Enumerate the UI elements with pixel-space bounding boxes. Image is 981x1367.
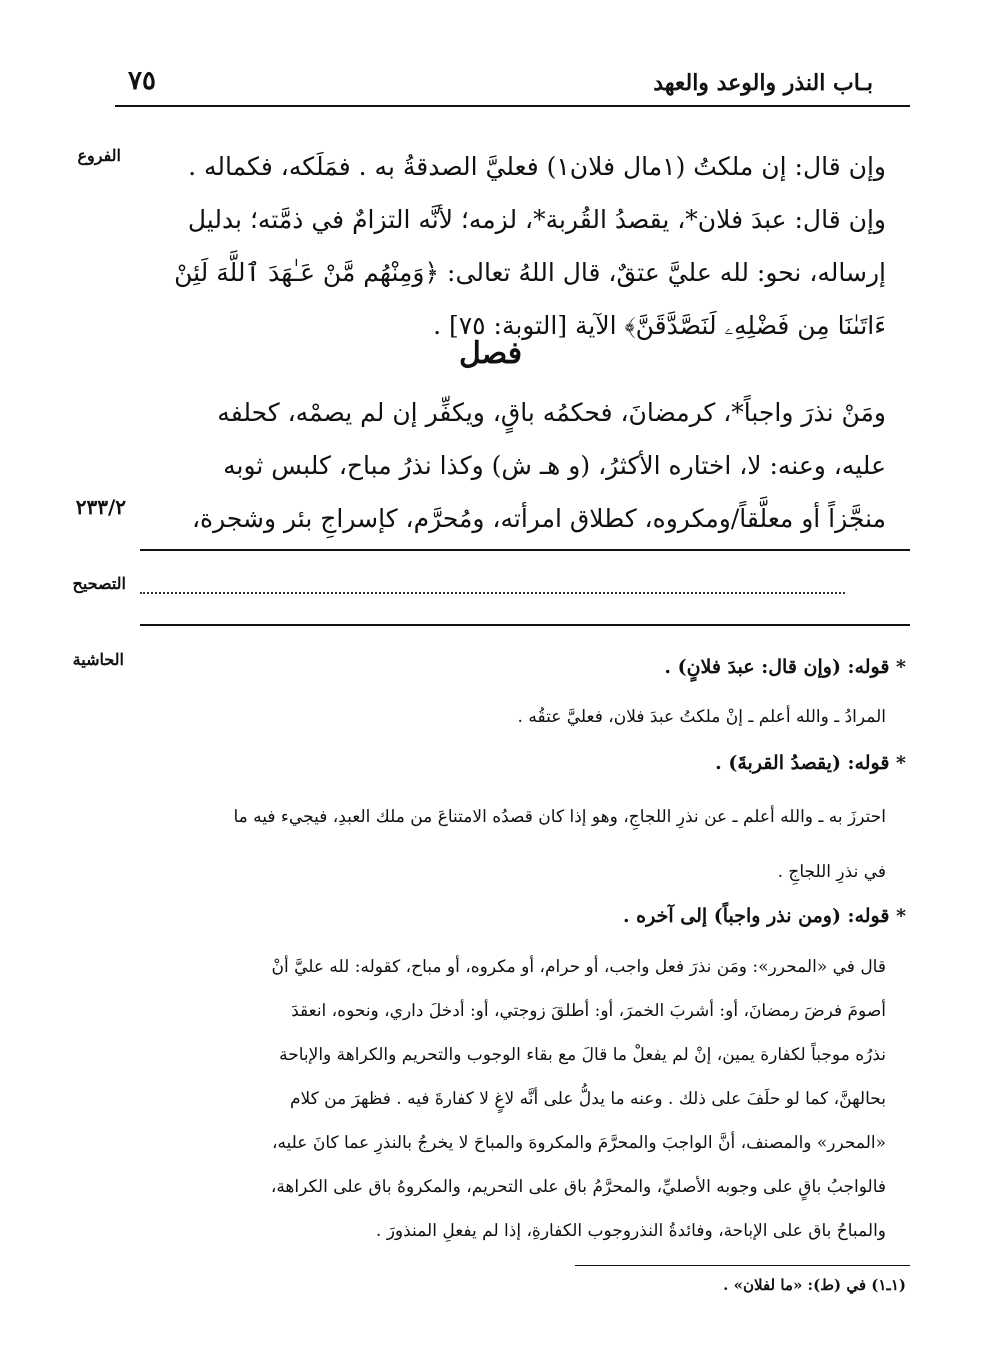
divider-bottom bbox=[140, 624, 910, 626]
section-heading: فصل bbox=[458, 336, 523, 371]
section-line: منجَّزاً أو معلَّقاً/ومكروه، كطلاق امرأته، ومُحرَّم، كإسراجِ بئر وشجرة، bbox=[191, 504, 886, 533]
hashiya-body-line: نذرُه موجباً لكفارة يمين، إنْ لم يفعلْ ما قالَ مع بقاء الوجوب والتحريم والكراهة والإباحة bbox=[279, 1045, 886, 1065]
hashiya-quote: * قوله: (يقصدُ القربةَ) . bbox=[715, 752, 906, 774]
section-line: ومَنْ نذرَ واجباً*، كرمضانَ، فحكمُه باقٍ، ويكفِّر إن لم يصمْه، كحلفه bbox=[217, 398, 886, 427]
margin-label-hashiya: الحاشية bbox=[72, 650, 124, 669]
hashiya-body-line: والمباحُ باق على الإباحة، وفائدةُ النذروجوب الكفارةِ، إذا لم يفعلِ المنذورَ . bbox=[375, 1221, 886, 1241]
page-number: ٧٥ bbox=[128, 66, 156, 96]
main-line: ءَاتَىٰنَا مِن فَضْلِهِۦ لَنَصَّدَّقَنَّ﴾ الآية [التوبة: ٧٥] . bbox=[433, 311, 886, 340]
main-line: وإن قال: عبدَ فلان*، يقصدُ القُربة*، لزمه؛ لأنَّه التزامٌ في ذمَّته؛ بدليل bbox=[187, 205, 886, 234]
hashiya-body-line: في نذرِ اللجاجِ . bbox=[777, 862, 886, 882]
chapter-title: بـاب النذر والوعد والعهد bbox=[653, 70, 873, 96]
main-text bbox=[126, 140, 886, 352]
hashiya-body-line: بحالهنَّ، كما لو حلَفَ على ذلك . وعنه ما يدلُّ على أنَّه لاغٍ لا كفارةَ فيه . فظهرَ من كلام bbox=[289, 1089, 886, 1109]
section-text bbox=[126, 386, 886, 545]
hashiya-quote: * قوله: (ومن نذر واجباً) إلى آخره . bbox=[622, 905, 906, 927]
header-divider bbox=[115, 105, 910, 107]
hashiya-body-line: احترزَ به ـ والله أعلم ـ عن نذرِ اللجاجِ، وهو إذا كان قصدُه الامتناعَ من ملك العبدِ، فيجيء فيه ما bbox=[233, 807, 886, 827]
hashiya-body-line: فالواجبُ باقٍ على وجوبه الأصليِّ، والمحرَّمُ باق على التحريم، والمكروهُ باق على الكراهة، bbox=[270, 1177, 886, 1197]
volume-page-reference: ٢٣٣/٢ bbox=[75, 495, 126, 519]
hashiya-body-line: المرادُ ـ والله أعلم ـ إنْ ملكتُ عبدَ فلان، فعليَّ عتقُه . bbox=[517, 707, 886, 727]
divider-top bbox=[140, 549, 910, 551]
hashiya-body-line: قال في «المحرر»: ومَن نذرَ فعل واجب، أو حرام، أو مكروه، أو مباح، كقوله: لله عليَّ أنْ bbox=[271, 957, 886, 977]
margin-label-furu: الفروع bbox=[77, 146, 121, 165]
hashiya-quote: * قوله: (وإن قال: عبدَ فلانٍ) . bbox=[664, 656, 906, 678]
hashiya-body-line: أصومَ فرضَ رمضانَ، أو: أشربَ الخمرَ، أو: أطلقَ زوجتي، أو: أدخلَ داري، ونحوه، انعقدَ bbox=[291, 1001, 886, 1021]
main-line: وإن قال: إن ملكتُ (١مال فلان١) فعليَّ الصدقةُ به . فمَلَكه، فكماله . bbox=[188, 152, 886, 181]
margin-label-tashih: التصحيح bbox=[72, 574, 126, 593]
footnote-divider bbox=[575, 1265, 910, 1266]
main-line: إرساله، نحو: لله عليَّ عتقٌ، قال اللهُ تعالى: ﴿وَمِنْهُم مَّنْ عَـٰهَدَ ٱللَّهَ لَئِنْ bbox=[174, 258, 886, 287]
tashih-dotted-line bbox=[140, 592, 845, 594]
section-line: عليه، وعنه: لا، اختاره الأكثرُ، (و هـ ش) وكذا نذرُ مباح، كلبس ثوبه bbox=[223, 451, 886, 480]
footnote: (١ـ١) في (ط): «ما لفلان» . bbox=[723, 1276, 906, 1294]
hashiya-body-line: «المحرر» والمصنف، أنَّ الواجبَ والمحرَّمَ والمكروهَ والمباحَ لا يخرجُ بالنذرِ عما كانَ عليه، bbox=[271, 1133, 886, 1153]
